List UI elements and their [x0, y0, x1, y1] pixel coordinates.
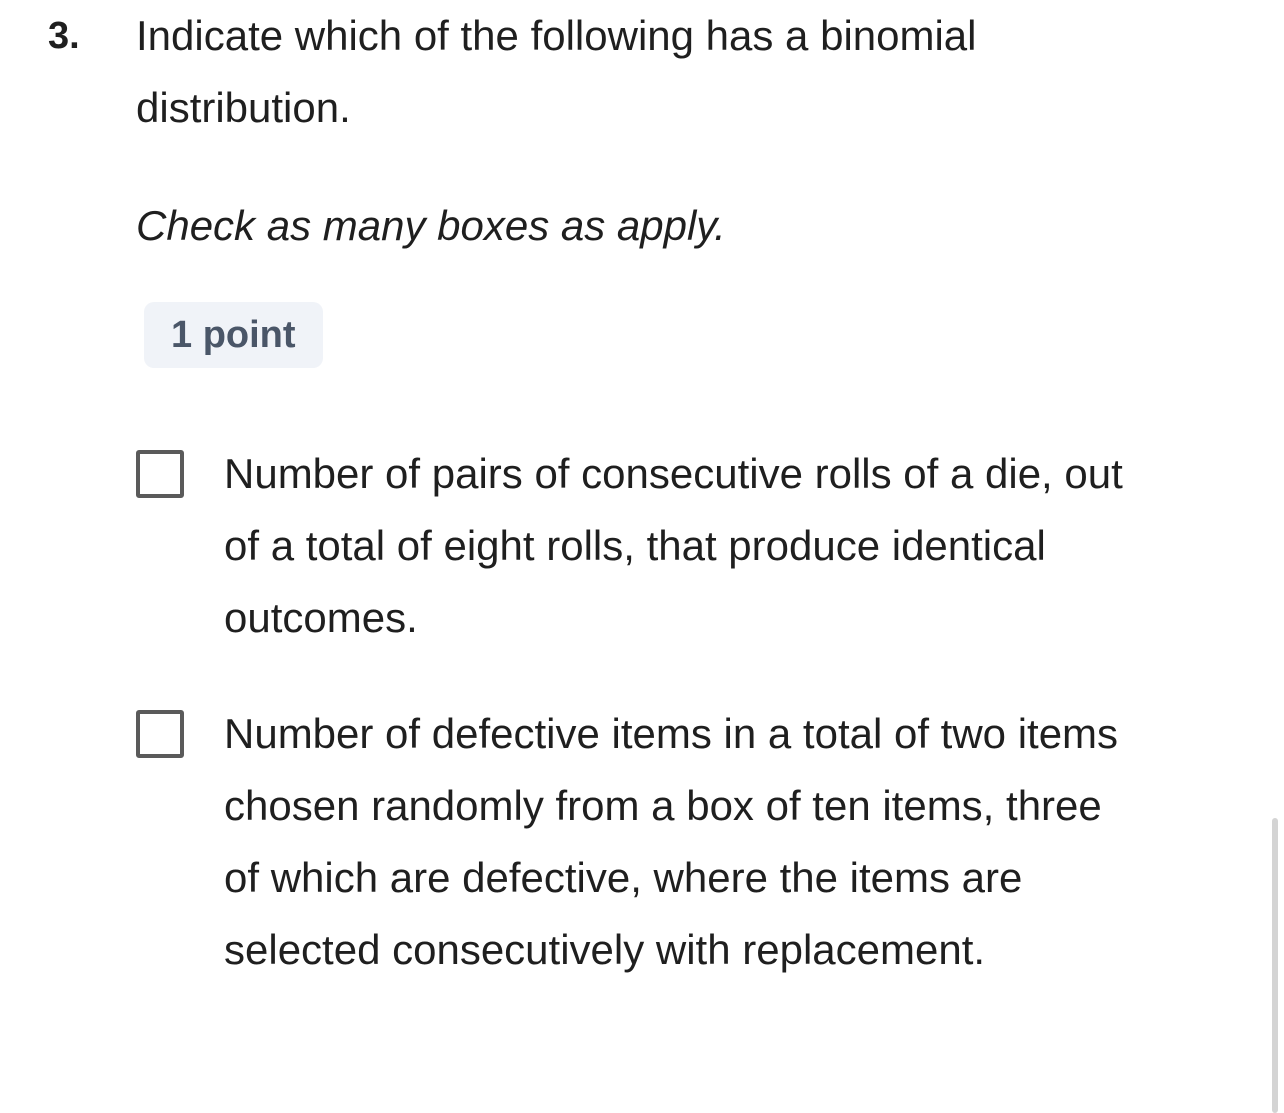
question-instruction: Check as many boxes as apply. [136, 202, 726, 249]
option-2-label[interactable]: Number of defective items in a total of two items chosen randomly from a box of ten items, three of which are defective, where the items are selected consecutively with replacement. [224, 710, 1119, 973]
option-1-label[interactable]: Number of pairs of consecutive rolls of a die, out of a total of eight rolls, that produce identical outcomes. [224, 450, 1123, 641]
scrollbar-thumb[interactable] [1272, 818, 1278, 1113]
option-1-checkbox[interactable] [136, 450, 184, 498]
points-badge: 1 point [144, 302, 323, 368]
answer-options [136, 438, 1248, 986]
question-number: 3. [48, 15, 80, 57]
question-header [48, 0, 1248, 144]
question-body [136, 190, 1248, 986]
question-text: Indicate which of the following has a binomial distribution. [136, 12, 977, 131]
option-1[interactable] [136, 438, 1248, 654]
question-block [48, 0, 1248, 1030]
option-2-checkbox[interactable] [136, 710, 184, 758]
option-2[interactable] [136, 698, 1248, 986]
